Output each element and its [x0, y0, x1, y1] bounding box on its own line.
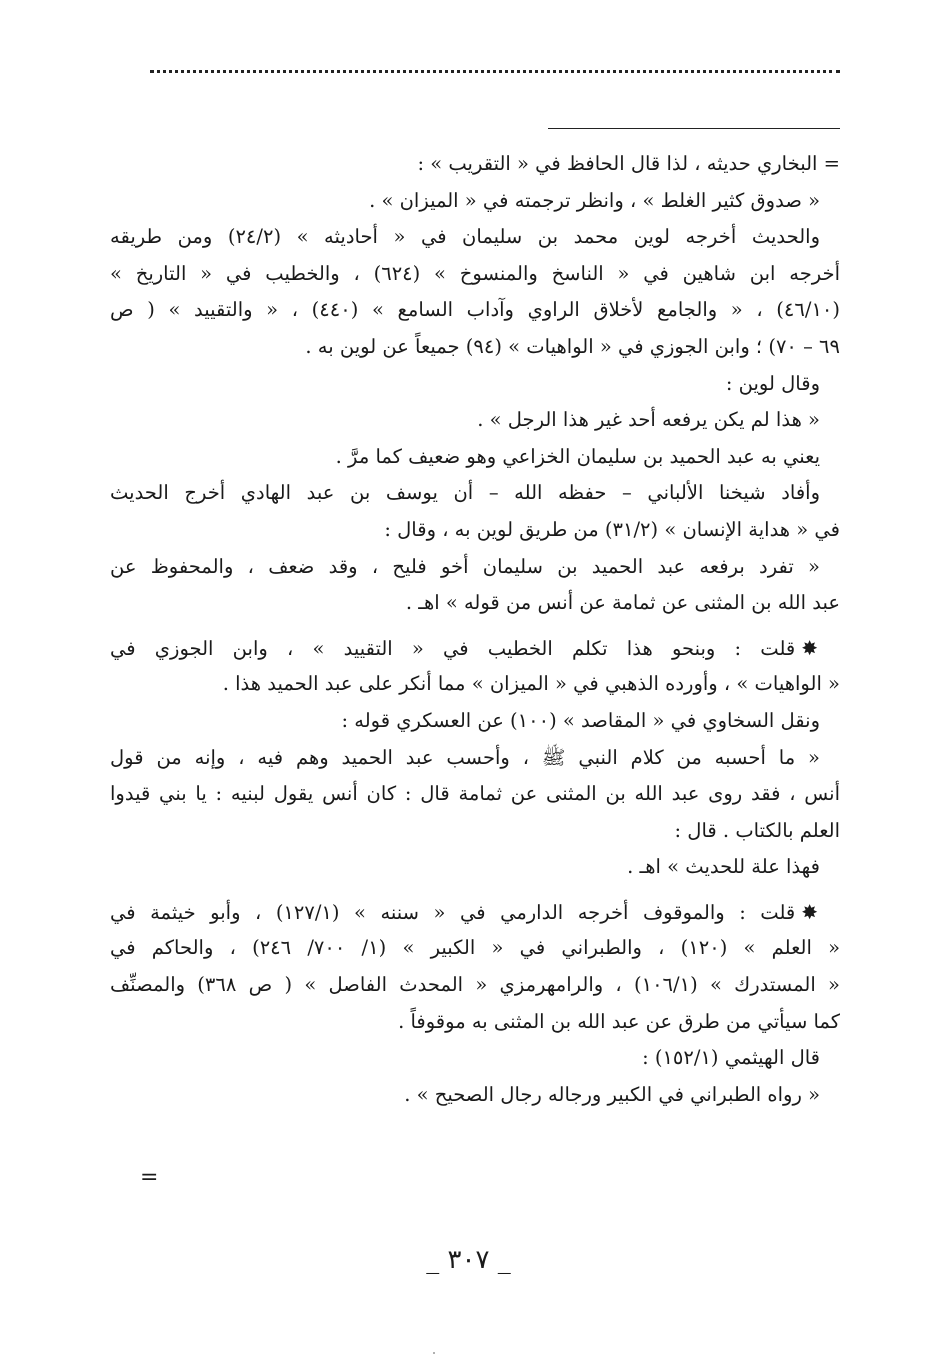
text-line-4: أخرجه ابن شاهين في « الناسخ والمنسوخ » (٦٢٤) ، والخطيب في « التاريخ » [110, 261, 840, 285]
footnote-text [110, 146, 840, 1113]
scan-speck [433, 1352, 435, 1354]
text-line-12: « تفرد برفعه عبد الحميد بن سليمان أخو فليح ، وقد ضعف ، والمحفوظ عن [110, 554, 820, 578]
text-line-10: وأفاد شيخنا الألباني – حفظه الله – أن يوسف بن عبد الهادي أخرج الحديث [110, 481, 820, 505]
text-line-6: ٦٩ – ٧٠) ؛ وابن الجوزي في « الواهيات » (٩٤) جميعاً عن لوين به . [305, 334, 840, 358]
text-line-26: « رواه الطبراني في الكبير ورجاله رجال الصحيح » . [404, 1082, 820, 1106]
text-line-24: كما سيأتي من طرق عن عبد الله بن المثنى به موقوفاً . [398, 1009, 840, 1033]
continuation-mark: = [140, 1165, 159, 1190]
text-line-11: في « هداية الإنسان » (٣١/٢) من طريق لوين به ، وقال : [384, 517, 840, 541]
text-line-5: (٤٦/١٠) ، « والجامع لأخلاق الراوي وآداب السامع » (٤٤٠) ، « والتقييد » ( ص [110, 298, 840, 322]
text-line-22: « العلم » (١٢٠) ، والطبراني في « الكبير » (١/ ٧٠٠/ ٢٤٦) ، والحاكم في [110, 936, 840, 960]
text-line-21 [110, 894, 840, 931]
text-line-14-body: قلت : وبنحو هذا تكلم الخطيب في « التقييد » ، وابن الجوزي في [110, 636, 796, 660]
text-line-17: « ما أحسبه من كلام النبي ﷺ ، وأحسب عبد الحميد وهم فيه ، وإنه من قول [110, 745, 820, 769]
text-line-13: عبد الله بن المثنى عن ثمامة عن أنس من قوله » اهـ . [405, 591, 840, 615]
top-dotted-rule [150, 70, 840, 73]
text-line-15: « الواهيات » ، وأورده الذهبي في « الميزان » مما أنكر على عبد الحميد هذا . [222, 672, 840, 696]
text-line-7: وقال لوين : [725, 371, 820, 395]
text-line-1: = البخاري حديثه ، لذا قال الحافظ في « التقريب » : [417, 152, 840, 175]
text-line-25: قال الهيثمي (١٥٢/١) : [642, 1046, 820, 1070]
text-line-23: « المستدرك » (١٠٦/١) ، والرامهرمزي « المحدث الفاصل » ( ص ٣٦٨) والمصنِّف [110, 973, 840, 997]
text-line-20: فهذا علة للحديث » اهـ . [627, 855, 820, 879]
text-line-2: « صدوق كثير الغلط » ، وانظر ترجمته في « الميزان » . [369, 188, 820, 212]
asterisk-icon: ✸ [801, 635, 818, 660]
text-line-8: « هذا لم يكن يرفعه أحد غير هذا الرجل » . [477, 408, 820, 432]
text-line-16: ونقل السخاوي في « المقاصد » (١٠٠) عن العسكري قوله : [341, 708, 820, 732]
page-number: _ ٣٠٧ _ [426, 1245, 511, 1275]
asterisk-icon: ✸ [801, 899, 818, 924]
text-line-19: العلم بالكتاب . قال : [674, 818, 840, 842]
footnote-separator [548, 128, 840, 129]
text-line-3: والحديث أخرجه لوين محمد بن سليمان في « أحاديثه » (٢٤/٢) ومن طريقه [110, 225, 820, 249]
text-line-18: أنس ، فقد روى عبد الله بن المثنى عن ثمامة قال : كان أنس يقول لبنيه : يا بني قيدوا [110, 782, 840, 806]
text-line-9: يعني به عبد الحميد بن سليمان الخزاعي وهو ضعيف كما مرَّ . [335, 444, 820, 468]
text-line-14 [110, 630, 840, 667]
text-line-21-body: قلت : والموقوف أخرجه الدارمي في « سننه » (١٢٧/١) ، وأبو خيثمة في [110, 900, 796, 924]
